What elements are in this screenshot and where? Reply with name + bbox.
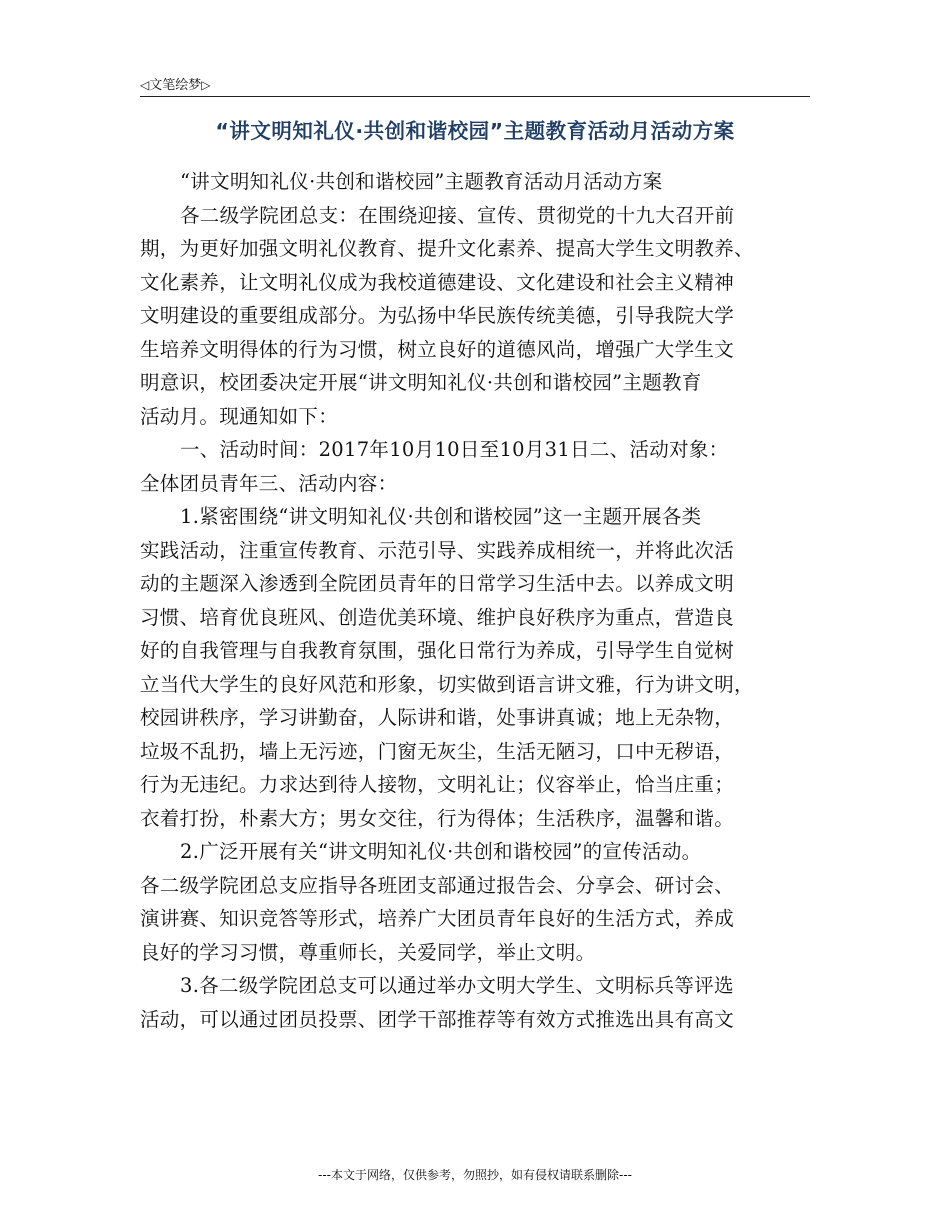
body-line: 2.广泛开展有关“讲文明知礼仪·共创和谐校园”的宣传活动。	[180, 840, 702, 863]
body-line: 衣着打扮，朴素大方；男女交往，行为得体；生活秩序，温馨和谐。	[140, 806, 735, 830]
body-line: 3.各二级学院团总支可以通过举办文明大学生、文明标兵等评选	[180, 974, 734, 997]
body-line: 文化素养，让文明礼仪成为我校道德建设、文化建设和社会主义精神	[140, 270, 735, 294]
body-line: 实践活动，注重宣传教育、示范引导、实践养成相统一，并将此次活	[140, 538, 735, 562]
body-line: 校园讲秩序，学习讲勤奋，人际讲和谐，处事讲真诚；地上无杂物，	[140, 706, 735, 729]
left-triangle-icon: ◁	[140, 78, 150, 92]
body-line: 生培养文明得体的行为习惯，树立良好的道德风尚，增强广大学生文	[140, 337, 735, 361]
body-line: “讲文明知礼仪·共创和谐校园”主题教育活动月活动方案	[180, 170, 663, 193]
body-line: 明意识，校团委决定开展“讲文明知礼仪·共创和谐校园”主题教育	[140, 371, 702, 394]
body-line: 好的自我管理与自我教育氛围，强化日常行为养成，引导学生自觉树	[140, 639, 735, 662]
body-line: 各二级学院团总支应指导各班团支部通过报告会、分享会、研讨会、	[140, 873, 735, 897]
body-line: 立当代大学生的良好风范和形象，切实做到语言讲文雅，行为讲文明，	[140, 672, 754, 696]
body-line: 垃圾不乱扔，墙上无污迹，门窗无灰尘，生活无陋习，口中无秽语，	[140, 739, 735, 763]
right-triangle-icon: ▷	[201, 78, 211, 92]
body-line: 1.紧密围绕“讲文明知礼仪·共创和谐校园”这一主题开展各类	[180, 505, 702, 528]
body-line: 动的主题深入渗透到全院团员青年的日常学习生活中去。以养成文明	[140, 572, 735, 595]
body-line: 全体团员青年三、活动内容：	[140, 471, 398, 495]
body-line: 习惯、培育优良班风、创造优美环境、维护良好秩序为重点，营造良	[140, 605, 735, 629]
page-footer: ---本文于网络，仅供参考，勿照抄，如有侵权请联系删除---	[318, 1168, 632, 1182]
body-line: 活动，可以通过团员投票、团学干部推荐等有效方式推选出具有高文	[140, 1007, 735, 1031]
header-brand-text: 文笔绘梦	[149, 78, 202, 93]
page-header	[140, 72, 810, 97]
body-line: 演讲赛、知识竞答等形式，培养广大团员青年良好的生活方式，养成	[140, 907, 735, 930]
body-line: 活动月。现通知如下：	[140, 404, 339, 428]
body-line: 各二级学院团总支：在围绕迎接、宣传、贯彻党的十九大召开前	[180, 203, 735, 227]
body-line: 期，为更好加强文明礼仪教育、提升文化素养、提高大学生文明教养、	[140, 237, 754, 260]
document-body	[140, 165, 820, 1036]
body-line: 一、活动时间：2017年10月10日至10月31日二、活动对象：	[180, 438, 729, 461]
document-title: “讲文明知礼仪·共创和谐校园”主题教育活动月活动方案	[215, 119, 735, 143]
body-line: 行为无违纪。力求达到待人接物，文明礼让；仪容举止，恰当庄重；	[140, 773, 735, 796]
header-brand	[140, 74, 210, 93]
body-line: 文明建设的重要组成部分。为弘扬中华民族传统美德，引导我院大学	[140, 304, 735, 327]
body-line: 良好的学习习惯，尊重师长，关爱同学，举止文明。	[140, 940, 596, 964]
